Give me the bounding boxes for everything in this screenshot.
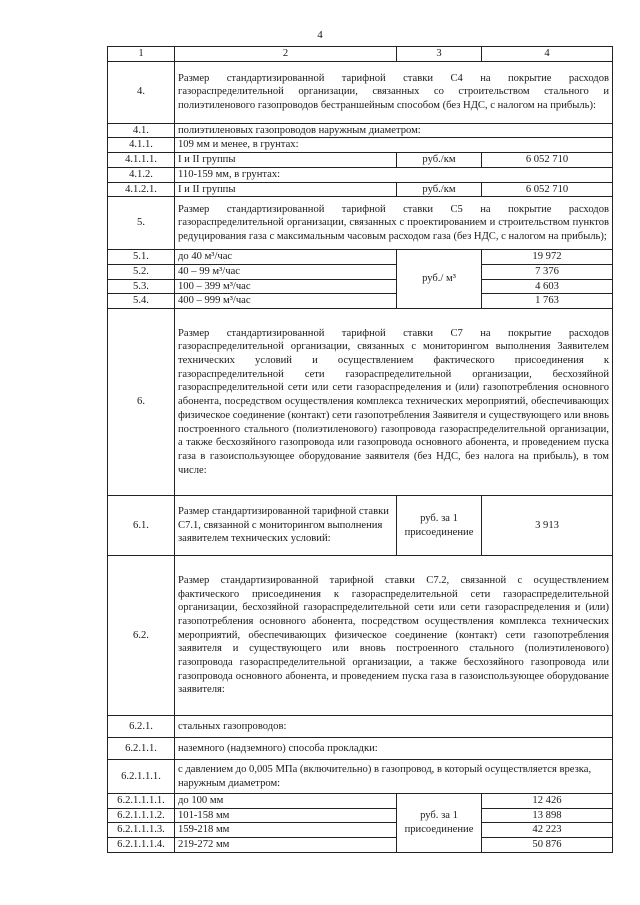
row-number: 6.2. [108, 556, 175, 716]
table-row [108, 309, 613, 496]
row-value: 13 898 [482, 808, 613, 823]
row-description: Размер стандартизированной тарифной ставки С4 на покрытие расходов газораспределительной организации, связанных со строительством стального и полиэтиленового газопроводов бестраншейным способом (без НДС, с налогом на прибыль): [175, 61, 613, 123]
row-number: 4.1.1.1. [108, 153, 175, 168]
row-number: 6.2.1. [108, 716, 175, 738]
table-row [108, 153, 613, 168]
row-description: 219-272 мм [175, 838, 397, 853]
table-row [108, 294, 613, 309]
table-row [108, 264, 613, 279]
row-description: Размер стандартизированной тарифной ставки С7 на покрытие расходов газораспределительной организации, связанных с мониторингом выполнения Заявителем технических условий и осуществлением фактического присоединения к газораспределительной сети газораспределительной организации, бесхозяйной газораспределительной сети или сети газораспределения и (или) газопотребления основного абонента, посредством осуществления комплекса технических мероприятий, обеспечивающих физическое соединение (контакт) сети газопотребления Заявителя и существующего или вновь построенного стального (полиэтиленового) газопровода газораспределительной организации, а также бесхозяйного газопровода или газопровода основного абонента, и проведением пуска газа в газоиспользующее оборудование заявителя (без НДС, без налога на прибыль), в том числе: [175, 309, 613, 496]
row-number: 4. [108, 61, 175, 123]
table-row [108, 182, 613, 197]
row-value: 1 763 [482, 294, 613, 309]
table-row [108, 716, 613, 738]
header-col-3: 3 [397, 47, 482, 62]
row-description: наземного (надземного) способа прокладки: [175, 738, 613, 760]
table-row [108, 167, 613, 182]
row-description: 110-159 мм, в грунтах: [175, 167, 613, 182]
row-value: 6 052 710 [482, 153, 613, 168]
row-value: 12 426 [482, 794, 613, 809]
row-number: 4.1.1. [108, 138, 175, 153]
header-col-4: 4 [482, 47, 613, 62]
table-row [108, 279, 613, 294]
table-header-row [108, 47, 613, 62]
row-number: 4.1.2. [108, 167, 175, 182]
table-row [108, 250, 613, 265]
row-number: 6. [108, 309, 175, 496]
row-number: 4.1. [108, 123, 175, 138]
row-description: 109 мм и менее, в грунтах: [175, 138, 613, 153]
row-number: 4.1.2.1. [108, 182, 175, 197]
row-value: 7 376 [482, 264, 613, 279]
row-description: 40 – 99 м³/час [175, 264, 397, 279]
table-row [108, 808, 613, 823]
header-col-1: 1 [108, 47, 175, 62]
table-row [108, 738, 613, 760]
row-description: до 100 мм [175, 794, 397, 809]
row-description: с давлением до 0,005 МПа (включительно) в газопровод, в который осуществляется врезка, наружным диаметром: [175, 760, 613, 794]
row-number: 6.2.1.1.1.1. [108, 794, 175, 809]
row-value: 4 603 [482, 279, 613, 294]
table-row [108, 838, 613, 853]
row-description: Размер стандартизированной тарифной ставки С7.1, связанной с мониторингом выполнения заявителем технических условий: [175, 496, 397, 556]
table-row [108, 823, 613, 838]
row-number: 6.2.1.1. [108, 738, 175, 760]
table-row [108, 197, 613, 250]
row-value: 6 052 710 [482, 182, 613, 197]
row-description: I и II группы [175, 153, 397, 168]
row-description: Размер стандартизированной тарифной ставки С7.2, связанной с осуществлением фактического присоединения к газораспределительной сети газораспределительной организации, бесхозяйной газораспределительной сети или сети газораспределения и (или) газопотребления основного абонента, посредством осуществления комплекса технических мероприятий, обеспечивающих физическое соединение (контакт) сети газопотребления заявителя и существующего или вновь построенного стального (полиэтиленового) газопровода газораспределительной организации, а также бесхозяйного газопровода или газопровода основного абонента, и проведением пуска газа в газоиспользующее оборудование заявителя: [175, 556, 613, 716]
row-value: 19 972 [482, 250, 613, 265]
table-row [108, 760, 613, 794]
row-value: 42 223 [482, 823, 613, 838]
row-value: 50 876 [482, 838, 613, 853]
row-description: I и II группы [175, 182, 397, 197]
row-number: 5.1. [108, 250, 175, 265]
row-number: 5.3. [108, 279, 175, 294]
row-description: 101-158 мм [175, 808, 397, 823]
row-description: полиэтиленовых газопроводов наружным диаметром: [175, 123, 613, 138]
table-row [108, 794, 613, 809]
row-description: до 40 м³/час [175, 250, 397, 265]
table-row [108, 123, 613, 138]
table-row [108, 496, 613, 556]
row-unit: руб./км [397, 153, 482, 168]
row-number: 5.2. [108, 264, 175, 279]
table-row [108, 138, 613, 153]
row-number: 6.2.1.1.1. [108, 760, 175, 794]
row-description: Размер стандартизированной тарифной ставки С5 на покрытие расходов газораспределительной организации, связанных с проектированием и строительством пунктов редуцирования газа с максимальным часовым расходом газа (без НДС, с налогом на прибыль); [175, 197, 613, 250]
row-description: стальных газопроводов: [175, 716, 613, 738]
row-description: 400 – 999 м³/час [175, 294, 397, 309]
row-value: 3 913 [482, 496, 613, 556]
row-unit: руб./км [397, 182, 482, 197]
row-description: 159-218 мм [175, 823, 397, 838]
page-number: 4 [317, 29, 323, 41]
row-unit: руб./ м³ [397, 250, 482, 309]
table-row [108, 556, 613, 716]
header-col-2: 2 [175, 47, 397, 62]
row-number: 6.2.1.1.1.4. [108, 838, 175, 853]
row-number: 5.4. [108, 294, 175, 309]
tariff-table [107, 46, 613, 853]
row-number: 6.2.1.1.1.2. [108, 808, 175, 823]
row-number: 6.2.1.1.1.3. [108, 823, 175, 838]
table-row [108, 61, 613, 123]
row-number: 5. [108, 197, 175, 250]
row-unit: руб. за 1 присоединение [397, 794, 482, 853]
row-description: 100 – 399 м³/час [175, 279, 397, 294]
row-unit: руб. за 1 присоединение [397, 496, 482, 556]
row-number: 6.1. [108, 496, 175, 556]
